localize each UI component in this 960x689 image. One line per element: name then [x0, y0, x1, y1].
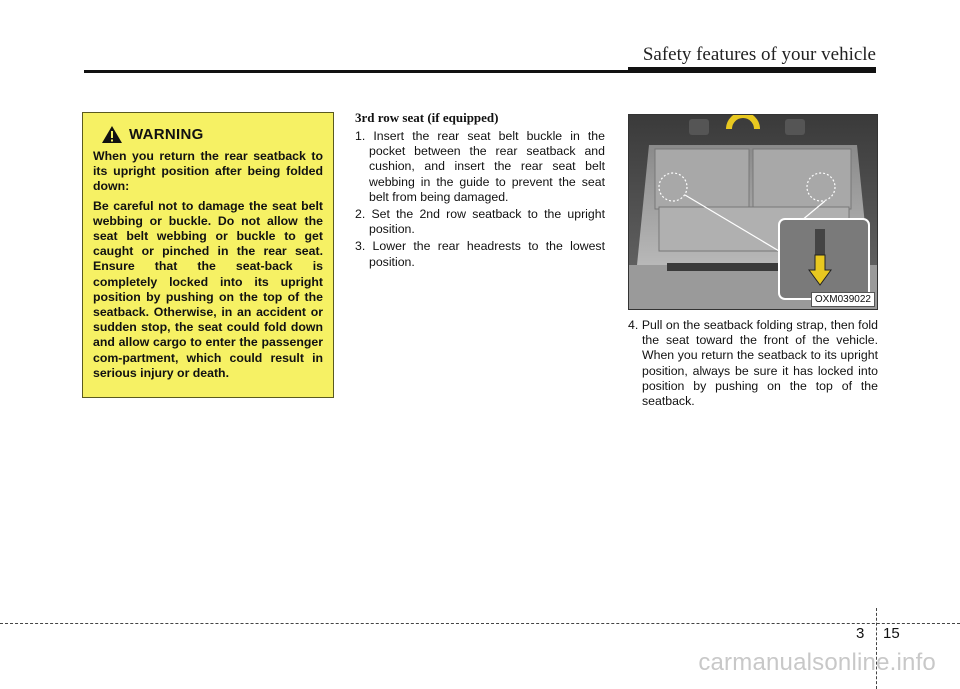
figure-code: OXM039022 — [811, 292, 875, 307]
step-4-column — [628, 318, 878, 411]
warning-body: Be careful not to damage the seat belt webbing or buckle. Do not allow the seat belt webbing or buckle to get caught or pinched in the rear seat. Ensure that the seat-back is completely locked into its upright position by pushing on the top of the seatback. Otherwise, in an accident or sudden stop, the seat could fold down and allow cargo to enter the passenger com-partment, which could result in serious injury or death. — [93, 198, 323, 380]
step-1: 1. Insert the rear seat belt buckle in the pocket between the rear seatback and cushion, and insert the rear seat belt webbing in the guide to prevent the seat belt from being damaged. — [355, 129, 605, 204]
cargo-seat-photo — [628, 114, 878, 310]
header-title: Safety features of your vehicle — [642, 44, 876, 65]
page-number: 15 — [883, 625, 900, 642]
cargo-seat-illustration — [629, 115, 877, 309]
warning-intro: When you return the rear seatback to its upright position after being folded down: — [93, 149, 323, 194]
step-2: 2. Set the 2nd row seatback to the upright position. — [355, 207, 605, 237]
step-4: 4. Pull on the seatback folding strap, then fold the seat toward the front of the vehicle. When you return the seatback to its upright position, always be sure it has locked into position by pushing on the top of the seatback. — [628, 318, 878, 409]
warning-triangle-icon — [101, 125, 123, 144]
instructions-column — [355, 110, 605, 272]
warning-box — [82, 112, 334, 398]
footer-rule — [0, 623, 960, 624]
step-3: 3. Lower the rear headrests to the lowest position. — [355, 239, 605, 269]
warning-title: WARNING — [129, 126, 204, 143]
chapter-number: 3 — [856, 625, 865, 642]
watermark: carmanualsonline.info — [698, 649, 936, 676]
section-title: 3rd row seat (if equipped) — [355, 110, 499, 125]
header-rule-accent — [628, 67, 876, 71]
warning-header — [101, 125, 323, 144]
